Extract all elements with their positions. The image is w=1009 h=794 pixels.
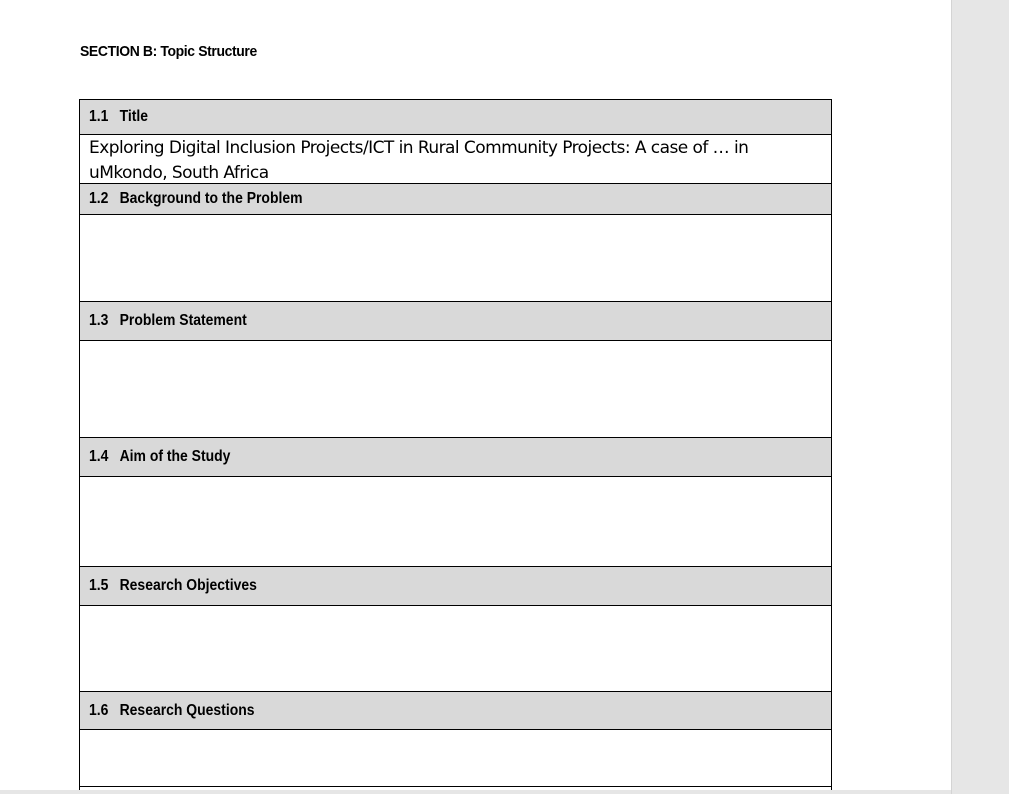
row-label: Research Questions xyxy=(119,701,255,719)
row-content-research-objectives[interactable] xyxy=(80,606,831,692)
row-label: Aim of the Study xyxy=(119,448,231,465)
row-content-problem-statement[interactable] xyxy=(80,341,831,438)
row-number: 1.2 xyxy=(89,190,109,207)
title-value-text[interactable]: Exploring Digital Inclusion Projects/ICT in Rural Community Projects: A case of … in uMkondo, South Africa xyxy=(89,138,749,183)
row-number: 1.5 xyxy=(89,577,109,594)
row-label: Problem Statement xyxy=(119,312,247,329)
row-header-aim xyxy=(80,438,831,477)
row-content-research-questions[interactable] xyxy=(80,730,831,787)
row-label: Research Objectives xyxy=(119,577,257,594)
row-content-background[interactable] xyxy=(80,215,831,302)
row-number: 1.3 xyxy=(89,312,109,329)
row-number: 1.4 xyxy=(89,448,109,465)
row-number: 1.1 xyxy=(89,108,109,125)
row-header-research-questions xyxy=(80,692,831,730)
row-label: Background to the Problem xyxy=(119,190,303,207)
row-header-research-objectives xyxy=(80,567,831,606)
row-header-title xyxy=(80,100,831,135)
page-bottom-edge xyxy=(0,790,951,794)
right-gutter xyxy=(951,0,1009,794)
row-label: Title xyxy=(119,108,149,125)
row-number: 1.6 xyxy=(89,701,109,719)
section-title: SECTION B: Topic Structure xyxy=(80,43,257,60)
row-content-aim[interactable] xyxy=(80,477,831,567)
topic-structure-table xyxy=(79,99,832,790)
row-header-background xyxy=(80,184,831,215)
row-header-problem-statement xyxy=(80,302,831,341)
